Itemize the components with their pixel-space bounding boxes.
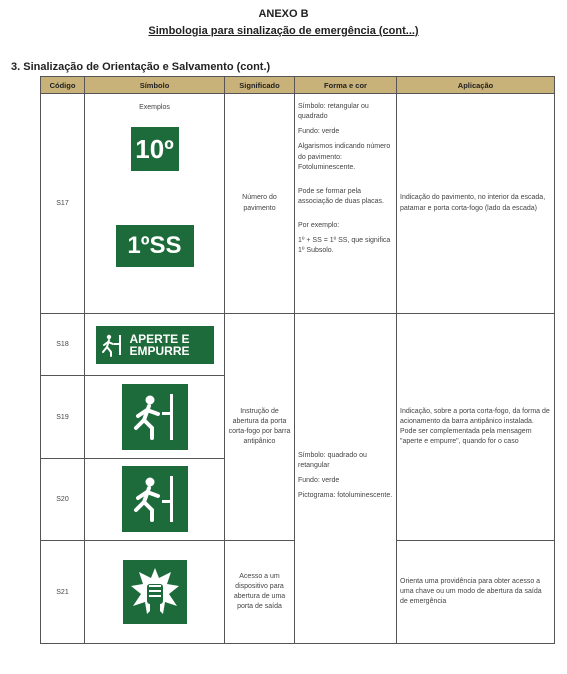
application-s19-s20: Indicação, sobre a porta corta-fogo, da forma de acionamento da barra antipânico instalada. Pode ser complementada pela mensagem "aperte e empurre", quando for o caso	[397, 314, 555, 541]
exit-door-sign	[122, 384, 188, 450]
meaning-s19-s20: Instrução de abertura da porta corta-fogo por barra antipânico	[225, 314, 295, 541]
section-title: 3. Sinalização de Orientação e Salvamento (cont.)	[11, 61, 271, 73]
col-header-meaning: Significado	[225, 77, 295, 94]
form-s18-s21-line: Símbolo: quadrado ou retangular	[298, 451, 367, 469]
code-s20: S20	[41, 459, 85, 541]
exit-running-icon	[126, 470, 184, 528]
col-header-application: Aplicação	[397, 77, 555, 94]
push-bar-sign-line1: APERTE E	[129, 331, 190, 346]
table-row-s18	[41, 314, 555, 376]
symbol-s19	[85, 376, 225, 459]
break-glass-icon	[127, 564, 183, 620]
code-s17: S17	[41, 94, 85, 314]
symbol-s17	[85, 94, 225, 314]
application-s17: Indicação do pavimento, no interior da escada, patamar e porta corta-fogo (lado da escada)	[397, 94, 555, 314]
form-s17-line: Pode se formar pela associação de duas placas.	[298, 187, 384, 205]
form-s18-s21-line: Pictograma: fotoluminescente.	[298, 492, 393, 500]
form-s17-line: Por exemplo:	[298, 222, 340, 230]
symbols-table	[40, 76, 555, 644]
form-s17-line: Fotoluminescente.	[298, 163, 356, 171]
form-s17-line: Algarismos indicando número do pavimento:	[298, 143, 391, 161]
break-glass-sign	[123, 560, 187, 624]
exit-door-sign-2	[122, 466, 188, 532]
exit-running-icon	[126, 388, 184, 446]
form-s17-line: 1º + SS = 1º SS, que significa 1º Subsolo.	[298, 237, 391, 255]
push-bar-sign-line2: EMPURRE	[129, 343, 190, 358]
examples-label: Exemplos	[139, 104, 170, 111]
floor-sign-1ss	[116, 225, 194, 267]
push-bar-sign	[96, 326, 214, 364]
push-bar-icon	[100, 332, 126, 358]
col-header-code: Código	[41, 77, 85, 94]
annex-subtitle-text: Simbologia para sinalização de emergência (cont...)	[148, 25, 419, 37]
symbol-s21	[85, 541, 225, 644]
code-s18: S18	[41, 314, 85, 376]
col-header-form: Forma e cor	[295, 77, 397, 94]
annex-subtitle	[0, 25, 567, 37]
meaning-s17: Número do pavimento	[225, 94, 295, 314]
form-s17-line: Fundo: verde	[298, 128, 340, 136]
form-s18-s21-line: Fundo: verde	[298, 477, 340, 484]
floor-sign-1ss-text: 1ºSS	[127, 232, 182, 260]
push-bar-sign-text	[130, 333, 190, 357]
form-s18-s21	[295, 314, 397, 644]
col-header-symbol: Símbolo	[85, 77, 225, 94]
symbol-s18	[85, 314, 225, 376]
application-s21: Orienta uma providência para obter acesso a uma chave ou um modo de abertura da saída de emergência	[397, 541, 555, 644]
form-s17-line: Símbolo: retangular ou quadrado	[298, 103, 369, 121]
table-row-s17	[41, 94, 555, 314]
floor-sign-10-text: 10º	[135, 133, 174, 164]
form-s17	[295, 94, 397, 314]
annex-title: ANEXO B	[258, 8, 309, 20]
floor-sign-10	[131, 127, 179, 171]
symbol-s20	[85, 459, 225, 541]
table-header-row	[41, 77, 555, 94]
code-s21: S21	[41, 541, 85, 644]
meaning-s21: Acesso a um dispositivo para abertura de uma porta de saída	[225, 541, 295, 644]
code-s19: S19	[41, 376, 85, 459]
